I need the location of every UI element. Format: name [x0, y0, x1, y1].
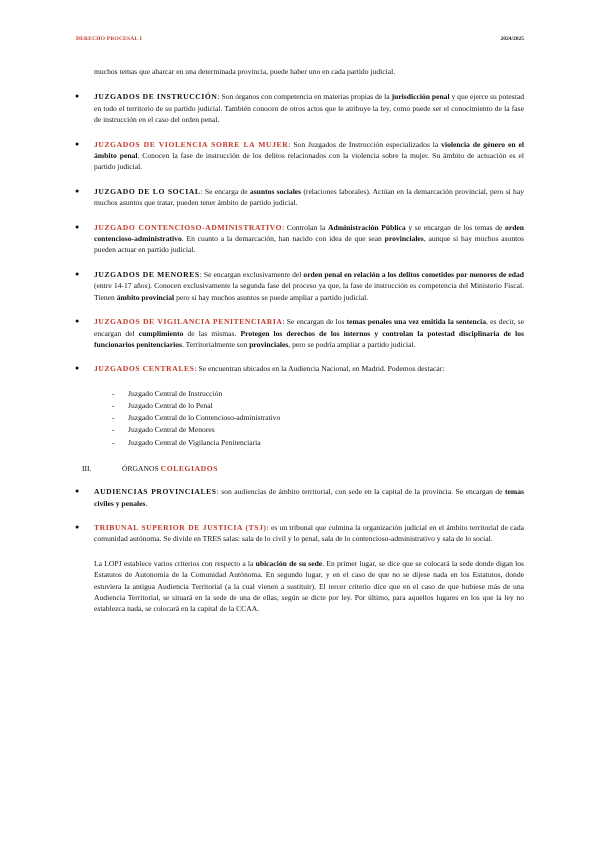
item-paragraph	[94, 139, 524, 173]
item-title: JUZGADOS DE MENORES	[94, 269, 200, 279]
item-text: : Se encargan exclusivamente del	[199, 269, 304, 279]
item-text: .	[145, 498, 148, 508]
list-item	[75, 316, 524, 350]
header-year: 2024/2025	[500, 36, 524, 42]
item-paragraph	[94, 316, 524, 350]
central-courts-list	[78, 388, 524, 449]
bullet-icon: ●	[75, 92, 80, 101]
list-item	[75, 222, 525, 256]
item-title: JUZGADOS DE VIOLENCIA SOBRE LA MUJER	[94, 139, 289, 149]
dash-icon: -	[112, 413, 115, 423]
item-text: : son audiencias de ámbito territorial, con sede en la capital de la provincia. Se encargan de	[216, 487, 506, 497]
bullet-icon: ●	[75, 139, 80, 148]
item-text: La LOPJ establece varios criterios con respecto a la	[94, 558, 256, 568]
central-court-label: Juzgado Central de Instrucción	[128, 388, 223, 398]
bold-text: orden contencioso-administrativo	[94, 222, 525, 244]
item-text: (entre 14-17 años). Conocen exclusivamente la segunda fase del proceso ya que, la fase de instrucción es competencia del Ministerio Fiscal. Tienen	[94, 281, 524, 302]
bold-text: Protegen los derechos de los internos y controlan la potestad disciplinaria de los funcionarios penitenciarios	[94, 328, 524, 349]
final-paragraph	[78, 558, 524, 615]
dash-icon: -	[112, 388, 115, 398]
bold-text: Administración Pública	[327, 222, 406, 232]
section-title-highlight: COLEGIADOS	[160, 463, 219, 473]
item-title: JUZGADOS DE INSTRUCCIÓN	[94, 92, 218, 102]
bold-text: ubicación de su sede	[255, 558, 323, 568]
item-text: , es decir, se encargan del	[94, 317, 524, 338]
central-court-label: Juzgado Central de lo Contencioso-administrativo	[128, 413, 281, 423]
item-text: : Se encargan de los	[282, 317, 347, 327]
bold-text: ámbito provincial	[116, 292, 175, 302]
bullet-icon: ●	[75, 222, 80, 231]
list-item	[75, 91, 525, 125]
collegiate-list	[75, 486, 524, 545]
bullet-icon: ●	[75, 269, 80, 278]
court-list	[75, 91, 525, 374]
central-court-item	[112, 437, 524, 449]
list-item	[75, 486, 524, 509]
list-item	[75, 363, 524, 374]
item-paragraph	[94, 522, 524, 545]
item-text: . Territorialmente son	[181, 339, 250, 349]
item-text: : Se encarga de	[200, 186, 250, 196]
dash-icon: -	[112, 400, 115, 410]
list-item	[75, 186, 524, 209]
item-text: : Controlan la	[282, 222, 328, 232]
item-paragraph	[94, 363, 524, 374]
dash-icon: -	[112, 437, 115, 447]
item-text: . Conocen la fase de instrucción de los delitos relacionados con la violencia sobre la mujer. Su ámbito de actuación es el partido judicial.	[94, 151, 524, 172]
item-text: : Se encuentran ubicados en la Audiencia Nacional, en Madrid. Podemos destacar:	[194, 364, 445, 374]
item-text: : Son Juzgados de Instrucción especializados la	[288, 139, 442, 149]
item-title: JUZGADO DE LO SOCIAL	[94, 186, 201, 196]
item-text: : es un tribunal que culmina la organización judicial en el ámbito territorial de cada comunidad autónoma. Se divide en TRES salas: sala de lo civil y lo penal, sala de lo contencioso-administrativo y sala de lo social.	[94, 522, 524, 544]
dash-icon: -	[112, 425, 115, 435]
list-item	[75, 139, 524, 173]
bold-text: temas civiles y penales	[94, 487, 524, 508]
list-item	[75, 522, 524, 545]
bold-text: orden penal en relación a los delitos cometidos por menores de edad	[303, 269, 524, 279]
bold-text: provinciales	[249, 339, 289, 349]
item-title: TRIBUNAL SUPERIOR DE JUSTICIA (TSJ)	[94, 522, 267, 532]
item-text: : Son órganos con competencia en materias propias de la	[217, 92, 392, 102]
item-paragraph	[94, 91, 524, 125]
bold-text: temas penales una vez emitida la sentencia	[346, 317, 487, 327]
bold-text: provinciales	[384, 234, 424, 244]
header-subject: DERECHO PROCESAL I	[76, 36, 142, 42]
item-text: y que ejerce su potestad en todo el territorio de su partido judicial. También conocen de otros actos que le atribuye la ley, como puede ser el conocimiento de la fase de instrucción en el caso del orden penal.	[94, 92, 525, 125]
item-title: JUZGADOS CENTRALES	[94, 364, 195, 374]
item-text: pero si hay muchos asuntos se puede ampliar a partido judicial.	[174, 292, 369, 302]
item-title: JUZGADOS DE VIGILANCIA PENITENCIARIA	[94, 317, 283, 327]
item-text: , pero se podría ampliar a partido judicial.	[288, 339, 416, 349]
section-number: III.	[82, 463, 92, 473]
bullet-icon: ●	[75, 364, 80, 373]
bold-text: jurisdicción penal	[391, 92, 450, 102]
central-court-item	[112, 424, 524, 436]
item-text: , aunque si hay muchos asuntos pueden actuar en partido judicial.	[94, 234, 525, 255]
item-paragraph	[94, 269, 524, 303]
bullet-icon: ●	[75, 487, 80, 496]
item-paragraph	[94, 486, 524, 509]
item-text: . En primer lugar, se dice que se colocará la sede donde digan los Estatutos de Autonomía de la Comunidad Autónoma. En segundo lugar, y en el caso de que no se dijese nada en los Estatutos, donde estuviera la antigua Audiencia Territorial (a la cual vienen a sustituir). El tercer criterio dice que en el caso de que hubiese más de una Audiencia Territorial, se situará en la sede de una de ellas, según se dicte por ley. Por último, para aquellos lugares en los que la ley no establezca nada, se colocará en la capital de la CCAA.	[94, 558, 524, 614]
item-paragraph	[94, 186, 524, 209]
central-court-label: Juzgado Central de Menores	[128, 425, 215, 435]
central-court-label: Juzgado Central de lo Penal	[128, 400, 213, 410]
bold-text: asuntos sociales	[249, 186, 302, 196]
item-title: AUDIENCIAS PROVINCIALES	[94, 487, 217, 497]
bold-text: violencia de género en el ámbito penal	[94, 139, 524, 161]
bullet-icon: ●	[75, 317, 80, 326]
item-title: JUZGADO CONTENCIOSO-ADMINISTRATIVO	[94, 222, 283, 232]
section-heading	[78, 463, 524, 474]
central-court-item	[112, 412, 524, 424]
central-court-item	[112, 400, 524, 412]
bullet-icon: ●	[75, 522, 80, 531]
intro-paragraph: muchos temas que abarcar en una determinada provincia, puede haber uno en cada partido judicial.	[94, 67, 396, 76]
item-text: . En cuanto a la demarcación, han nacido con idea de que sean	[181, 234, 385, 244]
item-text: de las mismas.	[183, 328, 241, 338]
section-title-prefix: ÓRGANOS	[122, 463, 161, 473]
bullet-icon: ●	[75, 186, 80, 195]
item-paragraph	[94, 222, 524, 256]
list-item	[75, 269, 524, 303]
bold-text: cumplimiento	[138, 328, 184, 338]
central-court-item	[112, 388, 524, 400]
document-body	[75, 66, 525, 615]
item-text: (relaciones laborales). Actúan en la demarcación provincial, pero si hay muchos asuntos que tratar, pueden tener ámbito de partido judicial.	[94, 186, 524, 208]
item-text: y se encargan de los temas de	[405, 222, 506, 232]
central-court-label: Juzgado Central de Vigilancia Penitenciaria	[128, 437, 261, 447]
